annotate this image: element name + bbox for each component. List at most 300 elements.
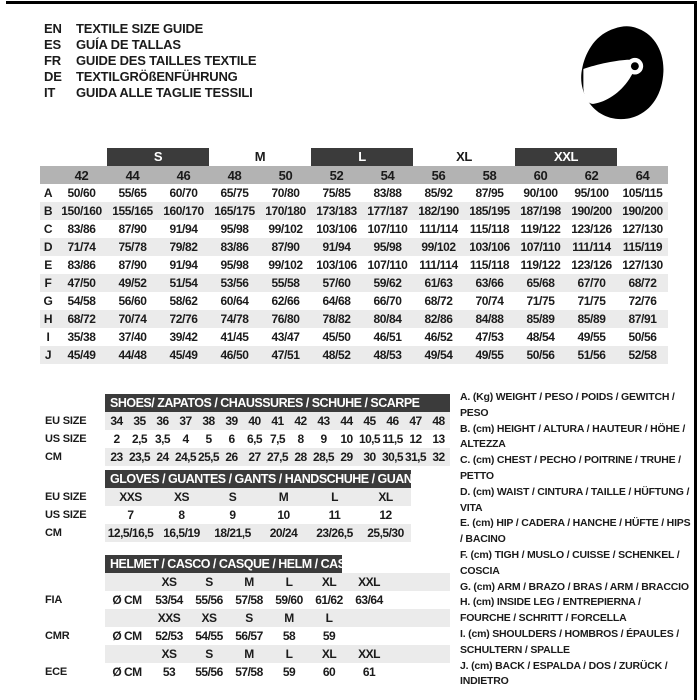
size-value: 28 — [294, 450, 307, 464]
helmet-sizes-row-fia — [105, 573, 450, 591]
row-letter: C — [43, 222, 53, 236]
size-value: 13 — [432, 432, 445, 446]
measurement-legend — [460, 390, 693, 690]
measurement-row-b — [40, 202, 668, 220]
size-value: M — [278, 490, 289, 504]
measurement-row-i — [40, 328, 668, 346]
measurement-value: 64/68 — [322, 294, 351, 308]
size-value: 23,5 — [129, 450, 150, 464]
measurement-value: 115/119 — [622, 240, 663, 254]
measurement-value: 52/58 — [628, 348, 657, 362]
side-label-eu-size: EU SIZE — [45, 491, 87, 503]
measurement-value: 45/49 — [169, 348, 198, 362]
helmet-size-value: 61/62 — [315, 593, 343, 607]
measurement-value: 85/92 — [424, 186, 453, 200]
measurement-value: 105/115 — [622, 186, 663, 200]
measurement-value: 83/86 — [67, 222, 96, 236]
size-value: 12 — [379, 508, 392, 522]
numeric-size: 42 — [74, 167, 89, 183]
measurement-value: 170/180 — [265, 204, 306, 218]
size-value: 24 — [156, 450, 169, 464]
size-value: 25,5 — [198, 450, 219, 464]
measurement-value: 49/52 — [118, 276, 147, 290]
measurement-value: 107/110 — [367, 258, 408, 272]
measurement-value: 58/62 — [169, 294, 198, 308]
measurement-value: 115/118 — [469, 258, 510, 272]
measurement-value: 87/90 — [118, 222, 147, 236]
helmet-size-label: L — [325, 611, 333, 625]
measurement-row-a — [40, 184, 668, 202]
size-value: 24,5 — [175, 450, 196, 464]
size-value: 10 — [340, 432, 353, 446]
size-value: 42 — [294, 414, 307, 428]
measurement-value: 37/40 — [118, 330, 147, 344]
measurement-value: 70/74 — [475, 294, 504, 308]
size-value: 3,5 — [155, 432, 170, 446]
measurement-value: 53/56 — [220, 276, 249, 290]
measurement-value: 95/100 — [574, 186, 609, 200]
size-value: 9 — [229, 508, 236, 522]
row-letter: F — [44, 276, 52, 290]
language-title-list — [44, 21, 256, 101]
size-label-xl: XL — [456, 149, 472, 164]
helmet-size-value: 56/57 — [235, 629, 263, 643]
language-row — [44, 53, 256, 69]
measurement-value: 62/66 — [271, 294, 300, 308]
helmet-size-label: XS — [161, 647, 177, 661]
size-value: 45 — [363, 414, 376, 428]
measurement-value: 45/49 — [67, 348, 96, 362]
numeric-size: 50 — [278, 167, 293, 183]
numeric-size: 58 — [482, 167, 497, 183]
language-code: ES — [44, 37, 61, 52]
top-border-line — [6, 1, 697, 4]
size-value: 43 — [317, 414, 330, 428]
shoes-eu-row — [105, 412, 450, 430]
measurement-value: 49/55 — [475, 348, 504, 362]
measurement-row-d — [40, 238, 668, 256]
size-label-l: L — [311, 148, 413, 166]
measurement-value: 99/102 — [268, 258, 303, 272]
helmet-size-value: 61 — [362, 665, 376, 679]
measurement-value: 70/80 — [271, 186, 300, 200]
language-row — [44, 69, 256, 85]
language-title: GUIDE DES TAILLES TEXTILE — [76, 53, 257, 68]
size-value: XL — [378, 490, 393, 504]
size-value: 47 — [409, 414, 422, 428]
measurement-row-g — [40, 292, 668, 310]
helmet-size-label: S — [245, 611, 253, 625]
measurement-value: 91/94 — [322, 240, 351, 254]
measurement-value: 68/72 — [628, 276, 657, 290]
numeric-size: 44 — [125, 167, 140, 183]
diameter-cm-label: Ø CM — [112, 629, 142, 643]
size-value: 23 — [110, 450, 123, 464]
numeric-size: 56 — [431, 167, 446, 183]
shoes-cm-row — [105, 448, 450, 466]
racing-helmet-icon — [576, 24, 668, 124]
size-value: 32 — [432, 450, 445, 464]
size-value: 30 — [363, 450, 376, 464]
side-label-ece: ECE — [45, 666, 68, 678]
numeric-size-row — [40, 166, 668, 184]
size-label-m: M — [254, 149, 266, 164]
measurement-value: 50/56 — [526, 348, 555, 362]
size-value: 30,5 — [382, 450, 403, 464]
helmet-size-value: 55/56 — [195, 665, 223, 679]
measurement-value: 111/114 — [572, 240, 611, 254]
helmet-size-value: 55/56 — [195, 593, 223, 607]
measurement-value: 57/60 — [322, 276, 351, 290]
measurement-value: 80/84 — [373, 312, 402, 326]
measurement-value: 150/160 — [61, 204, 102, 218]
measurement-value: 48/53 — [373, 348, 402, 362]
measurement-value: 47/53 — [475, 330, 504, 344]
helmet-size-label: L — [285, 575, 293, 589]
size-value: 27,5 — [267, 450, 288, 464]
measurement-value: 43/47 — [271, 330, 300, 344]
size-value: 4 — [182, 432, 189, 446]
size-value: 11 — [328, 508, 341, 522]
measurement-value: 190/200 — [571, 204, 612, 218]
legend-entry-i: I. (cm) SHOULDERS / HOMBROS / ÉPAULES / SCHULTERN / SPALLE — [460, 627, 679, 656]
measurement-value: 91/94 — [169, 222, 198, 236]
helmet-size-label: M — [244, 647, 254, 661]
language-code: EN — [44, 21, 62, 36]
gloves-table-title: GLOVES / GUANTES / GANTS / HANDSCHUHE / GUANTI — [105, 470, 411, 488]
measurement-value: 107/110 — [367, 222, 408, 236]
measurement-value: 165/175 — [214, 204, 255, 218]
row-letter: B — [43, 204, 53, 218]
size-value: 28,5 — [313, 450, 334, 464]
measurement-value: 72/76 — [169, 312, 198, 326]
measurement-value: 95/98 — [220, 222, 249, 236]
size-value: 38 — [202, 414, 215, 428]
size-value: 48 — [432, 414, 445, 428]
row-letter: I — [46, 330, 50, 344]
measurement-value: 185/195 — [469, 204, 510, 218]
measurement-value: 65/75 — [220, 186, 249, 200]
numeric-size: 60 — [533, 167, 548, 183]
right-border-line — [694, 1, 697, 700]
diameter-cm-label: Ø CM — [112, 665, 142, 679]
helmet-size-label: XL — [321, 575, 337, 589]
helmet-values-row-cmr — [105, 627, 450, 645]
measurement-value: 99/102 — [421, 240, 456, 254]
measurement-value: 46/52 — [424, 330, 453, 344]
measurement-row-j — [40, 346, 668, 364]
size-value: 10 — [277, 508, 290, 522]
measurement-value: 173/183 — [316, 204, 357, 218]
row-letter: G — [43, 294, 53, 308]
numeric-size: 52 — [329, 167, 344, 183]
shoes-us-row — [105, 430, 450, 448]
row-letter: E — [44, 258, 52, 272]
numeric-size: 46 — [176, 167, 191, 183]
helmet-size-value: 53 — [162, 665, 176, 679]
size-value: 23/26,5 — [316, 526, 353, 540]
helmet-size-label: XS — [201, 611, 217, 625]
measurement-value: 107/110 — [520, 240, 561, 254]
measurement-value: 35/38 — [67, 330, 96, 344]
legend-entry-f: F. (cm) TIGH / MUSLO / CUISSE / SCHENKEL / COSCIA — [460, 548, 680, 577]
measurement-value: 190/200 — [622, 204, 663, 218]
helmet-size-value: 57/58 — [235, 593, 263, 607]
row-letter: A — [43, 186, 53, 200]
measurement-value: 46/51 — [373, 330, 402, 344]
textile-size-table — [40, 147, 668, 364]
row-letter: H — [43, 312, 53, 326]
legend-entry-e: E. (cm) HIP / CADERA / HANCHE / HÜFTE / HIPS / BACINO — [460, 517, 691, 546]
measurement-value: 50/60 — [67, 186, 96, 200]
gloves-size-table — [105, 470, 423, 542]
measurement-value: 103/106 — [469, 240, 510, 254]
measurement-value: 85/89 — [577, 312, 606, 326]
size-value: 6 — [228, 432, 235, 446]
size-value: 46 — [386, 414, 399, 428]
numeric-size: 48 — [227, 167, 242, 183]
size-value: S — [228, 490, 237, 504]
helmet-size-label: M — [284, 611, 294, 625]
language-code: FR — [44, 53, 61, 68]
measurement-value: 91/94 — [169, 258, 198, 272]
size-value: 12,5/16,5 — [107, 526, 154, 540]
measurement-value: 48/52 — [322, 348, 351, 362]
measurement-value: 50/56 — [628, 330, 657, 344]
helmet-size-value: 58 — [282, 629, 296, 643]
size-value: 2 — [113, 432, 120, 446]
measurement-row-e — [40, 256, 668, 274]
measurement-value: 83/88 — [373, 186, 402, 200]
measurement-value: 47/50 — [67, 276, 96, 290]
measurement-value: 127/130 — [622, 222, 663, 236]
measurement-value: 84/88 — [475, 312, 504, 326]
measurement-value: 111/114 — [419, 258, 458, 272]
legend-entry-b: B. (cm) HEIGHT / ALTURA / HAUTEUR / HÖHE / ALTEZZA — [460, 422, 686, 451]
size-label-xxl: XXL — [515, 148, 617, 166]
size-value: 16,5/19 — [163, 526, 200, 540]
legend-entry-c: C. (cm) CHEST / PECHO / POITRINE / TRUHE / PETTO — [460, 454, 681, 482]
size-value: XXS — [119, 490, 142, 504]
size-label-row — [40, 147, 668, 166]
measurement-value: 75/85 — [322, 186, 351, 200]
measurement-value: 45/50 — [322, 330, 351, 344]
helmet-size-label: S — [205, 575, 213, 589]
size-value: 20/24 — [269, 526, 298, 540]
helmet-size-label: XXL — [358, 575, 380, 589]
shoes-table-title: SHOES/ ZAPATOS / CHAUSSURES / SCHUHE / SCARPE — [105, 394, 450, 412]
legend-entry-d: D. (cm) WAIST / CINTURA / TAILLE / HÜFTUNG / VITA — [460, 485, 690, 514]
helmet-size-value: 59/60 — [275, 593, 303, 607]
measurement-value: 87/91 — [628, 312, 657, 326]
measurement-value: 82/86 — [424, 312, 453, 326]
measurement-value: 67/70 — [577, 276, 606, 290]
language-row — [44, 85, 256, 101]
size-value: 10,5 — [359, 432, 380, 446]
gloves-eu-row — [105, 488, 411, 506]
measurement-value: 66/70 — [373, 294, 402, 308]
size-value: 7,5 — [270, 432, 285, 446]
measurement-value: 39/42 — [169, 330, 198, 344]
measurement-value: 123/126 — [571, 222, 612, 236]
helmet-table-title: HELMET / CASCO / CASQUE / HELM / CASCO — [105, 555, 342, 573]
helmet-size-label: XXL — [358, 647, 380, 661]
language-title: GUIDA ALLE TAGLIE TESSILI — [76, 85, 253, 100]
side-label-cm: CM — [45, 527, 62, 539]
legend-entry-j: J. (cm) BACK / ESPALDA / DOS / ZURÜCK / INDIETRO — [460, 659, 668, 688]
language-title: GUÍA DE TALLAS — [76, 37, 181, 52]
measurement-value: 71/75 — [526, 294, 555, 308]
measurement-value: 119/122 — [520, 222, 561, 236]
helmet-size-value: 52/53 — [155, 629, 183, 643]
size-value: 34 — [110, 414, 123, 428]
measurement-value: 68/72 — [424, 294, 453, 308]
measurement-value: 55/58 — [271, 276, 300, 290]
size-value: 9 — [320, 432, 327, 446]
gloves-cm-row — [105, 524, 411, 542]
measurement-value: 49/55 — [577, 330, 606, 344]
measurement-value: 87/95 — [475, 186, 504, 200]
size-value: 44 — [340, 414, 353, 428]
language-row — [44, 37, 256, 53]
helmet-sizes-row-ece — [105, 645, 450, 663]
measurement-value: 71/74 — [67, 240, 96, 254]
helmet-size-table — [105, 555, 450, 681]
measurement-value: 155/165 — [112, 204, 153, 218]
measurement-value: 51/54 — [169, 276, 198, 290]
helmet-size-value: 57/58 — [235, 665, 263, 679]
measurement-value: 63/66 — [475, 276, 504, 290]
measurement-value: 103/106 — [316, 258, 357, 272]
measurement-value: 95/98 — [220, 258, 249, 272]
helmet-size-value: 63/64 — [355, 593, 383, 607]
helmet-size-value: 54/55 — [195, 629, 223, 643]
size-value: 11,5 — [382, 432, 403, 446]
measurement-value: 41/45 — [220, 330, 249, 344]
size-value: 35 — [133, 414, 146, 428]
measurement-value: 83/86 — [67, 258, 96, 272]
side-label-cmr: CMR — [45, 630, 70, 642]
legend-entry-h: H. (cm) INSIDE LEG / ENTREPIERNA / FOURCHE / SCHRITT / FORCELLA — [460, 596, 641, 625]
size-value: 2,5 — [132, 432, 147, 446]
measurement-value: 182/190 — [418, 204, 459, 218]
language-title: TEXTILE SIZE GUIDE — [76, 21, 204, 36]
gloves-us-row — [105, 506, 411, 524]
measurement-value: 160/170 — [163, 204, 204, 218]
measurement-value: 76/80 — [271, 312, 300, 326]
row-letter: J — [44, 348, 52, 362]
diameter-cm-label: Ø CM — [112, 593, 142, 607]
side-label-eu-size: EU SIZE — [45, 415, 87, 427]
size-value: 12 — [409, 432, 422, 446]
size-value: 7 — [127, 508, 134, 522]
helmet-sizes-row-cmr — [105, 609, 450, 627]
measurement-value: 99/102 — [268, 222, 303, 236]
row-letter: D — [43, 240, 53, 254]
size-value: 5 — [205, 432, 212, 446]
measurement-row-c — [40, 220, 668, 238]
measurement-value: 87/90 — [118, 258, 147, 272]
language-code: DE — [44, 69, 62, 84]
measurement-value: 119/122 — [520, 258, 561, 272]
measurement-value: 177/187 — [367, 204, 408, 218]
measurement-value: 79/82 — [169, 240, 198, 254]
measurement-value: 65/68 — [526, 276, 555, 290]
measurement-value: 47/51 — [271, 348, 300, 362]
size-value: 40 — [248, 414, 261, 428]
measurement-value: 90/100 — [523, 186, 558, 200]
measurement-value: 46/50 — [220, 348, 249, 362]
helmet-size-label: L — [285, 647, 293, 661]
measurement-value: 55/65 — [118, 186, 147, 200]
measurement-value: 56/60 — [118, 294, 147, 308]
measurement-value: 60/64 — [220, 294, 249, 308]
language-code: IT — [44, 85, 56, 100]
size-value: 25,5/30 — [367, 526, 404, 540]
helmet-size-value: 53/54 — [155, 593, 183, 607]
size-value: 39 — [225, 414, 238, 428]
measurement-value: 61/63 — [424, 276, 453, 290]
measurement-value: 111/114 — [419, 222, 458, 236]
measurement-value: 95/98 — [373, 240, 402, 254]
shoes-size-table — [105, 394, 450, 466]
side-label-us-size: US SIZE — [45, 433, 87, 445]
measurement-value: 187/198 — [520, 204, 561, 218]
size-value: 8 — [297, 432, 304, 446]
measurement-value: 127/130 — [622, 258, 663, 272]
measurement-value: 85/89 — [526, 312, 555, 326]
size-value: 6,5 — [247, 432, 262, 446]
helmet-size-value: 60 — [322, 665, 336, 679]
helmet-size-label: M — [244, 575, 254, 589]
helmet-size-value: 59 — [322, 629, 336, 643]
helmet-values-row-fia — [105, 591, 450, 609]
measurement-value: 59/62 — [373, 276, 402, 290]
side-label-us-size: US SIZE — [45, 509, 87, 521]
measurement-row-h — [40, 310, 668, 328]
measurement-value: 44/48 — [118, 348, 147, 362]
measurement-value: 54/58 — [67, 294, 96, 308]
size-value: 37 — [179, 414, 192, 428]
measurement-value: 71/75 — [577, 294, 606, 308]
legend-entry-g: G. (cm) ARM / BRAZO / BRAS / ARM / BRACCIO — [460, 580, 689, 593]
size-value: XS — [173, 490, 189, 504]
size-value: 26 — [225, 450, 238, 464]
measurement-value: 74/78 — [220, 312, 249, 326]
side-label-cm: CM — [45, 451, 62, 463]
size-value: 41 — [271, 414, 284, 428]
measurement-value: 60/70 — [169, 186, 198, 200]
measurement-value: 83/86 — [220, 240, 249, 254]
measurement-row-f — [40, 274, 668, 292]
legend-entry-a: A. (Kg) WEIGHT / PESO / POIDS / GEWITCH / PESO — [460, 391, 675, 419]
size-value: 36 — [156, 414, 169, 428]
measurement-value: 48/54 — [526, 330, 555, 344]
measurement-value: 87/90 — [271, 240, 300, 254]
size-value: 27 — [248, 450, 261, 464]
numeric-size: 62 — [584, 167, 599, 183]
numeric-size: 54 — [380, 167, 395, 183]
size-value: 31,5 — [405, 450, 426, 464]
helmet-values-row-ece — [105, 663, 450, 681]
measurement-value: 49/54 — [424, 348, 453, 362]
size-value: 8 — [178, 508, 185, 522]
side-label-fia: FIA — [45, 594, 63, 606]
measurement-value: 103/106 — [316, 222, 357, 236]
helmet-size-label: XXS — [157, 611, 181, 625]
helmet-size-label: XS — [161, 575, 177, 589]
measurement-value: 68/72 — [67, 312, 96, 326]
